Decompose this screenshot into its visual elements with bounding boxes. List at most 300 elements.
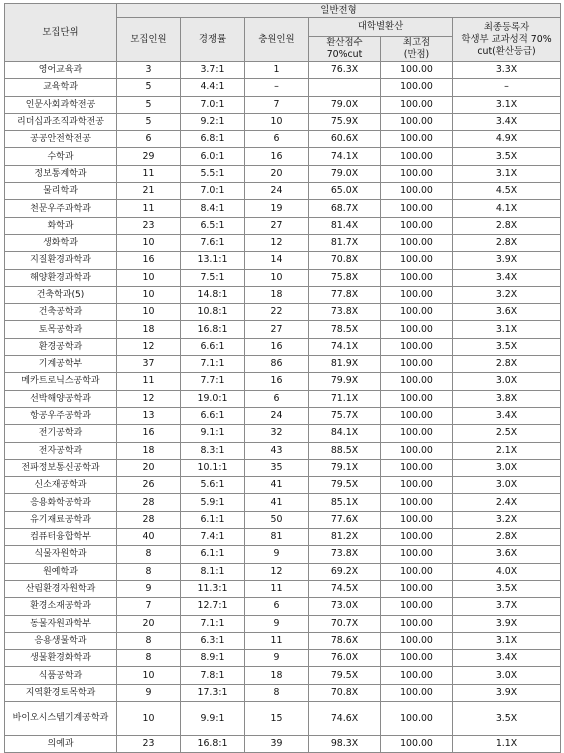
cell-competition: 5.9:1: [181, 494, 245, 511]
cell-recruit: 9: [117, 684, 181, 701]
table-row: [5, 425, 561, 442]
table-row: [5, 546, 561, 563]
cell-competition: 7.0:1: [181, 96, 245, 113]
cell-competition: 16.8:1: [181, 735, 245, 752]
cell-max-score: 100.00: [381, 252, 453, 269]
cell-max-score: 100.00: [381, 390, 453, 407]
cell-conv-score: 79.5X: [309, 477, 381, 494]
cell-competition: 19.0:1: [181, 390, 245, 407]
cell-competition: 4.4:1: [181, 79, 245, 96]
cell-filled: 16: [245, 338, 309, 355]
cell-recruit: 28: [117, 494, 181, 511]
cell-conv-score: 98.3X: [309, 735, 381, 752]
table-row: [5, 148, 561, 165]
cell-unit: 공공안전학전공: [5, 131, 117, 148]
cell-recruit: 10: [117, 234, 181, 251]
cell-max-score: 100.00: [381, 425, 453, 442]
cell-unit: 생물환경화학과: [5, 650, 117, 667]
header-final-line1: 최종등록자: [483, 21, 530, 33]
cell-unit: 메카트로닉스공학과: [5, 373, 117, 390]
cell-recruit: 8: [117, 650, 181, 667]
cell-recruit: 8: [117, 632, 181, 649]
table-row: [5, 632, 561, 649]
cell-grade: 3.4X: [453, 269, 561, 286]
cell-filled: 11: [245, 580, 309, 597]
cell-filled: 18: [245, 667, 309, 684]
cell-grade: 3.5X: [453, 338, 561, 355]
cell-conv-score: 85.1X: [309, 494, 381, 511]
cell-filled: 7: [245, 96, 309, 113]
cell-max-score: 100.00: [381, 200, 453, 217]
cell-grade: 3.5X: [453, 701, 561, 735]
cell-filled: 6: [245, 598, 309, 615]
cell-conv-score: 76.3X: [309, 62, 381, 79]
cell-competition: 6.5:1: [181, 217, 245, 234]
cell-filled: –: [245, 79, 309, 96]
cell-unit: 전파정보통신공학과: [5, 459, 117, 476]
table-row: [5, 304, 561, 321]
cell-grade: 3.1X: [453, 165, 561, 182]
table-row: [5, 200, 561, 217]
cell-recruit: 16: [117, 252, 181, 269]
cell-grade: 4.9X: [453, 131, 561, 148]
cell-competition: 6.8:1: [181, 131, 245, 148]
cell-filled: 11: [245, 632, 309, 649]
cell-unit: 지역환경토목학과: [5, 684, 117, 701]
cell-competition: 12.7:1: [181, 598, 245, 615]
cell-competition: 6.3:1: [181, 632, 245, 649]
cell-unit: 의예과: [5, 735, 117, 752]
table-row: [5, 96, 561, 113]
cell-grade: 3.0X: [453, 459, 561, 476]
cell-max-score: 100.00: [381, 494, 453, 511]
cell-recruit: 9: [117, 580, 181, 597]
cell-conv-score: [309, 79, 381, 96]
cell-max-score: 100.00: [381, 96, 453, 113]
cell-max-score: 100.00: [381, 304, 453, 321]
cell-max-score: 100.00: [381, 165, 453, 182]
header-conv-group: 대학별환산: [309, 18, 453, 37]
cell-filled: 22: [245, 304, 309, 321]
cell-recruit: 20: [117, 615, 181, 632]
cell-conv-score: 88.5X: [309, 442, 381, 459]
table-row: [5, 113, 561, 130]
cell-unit: 환경소재공학과: [5, 598, 117, 615]
cell-grade: 4.5X: [453, 183, 561, 200]
cell-competition: 6.1:1: [181, 546, 245, 563]
cell-recruit: 3: [117, 62, 181, 79]
cell-recruit: 12: [117, 390, 181, 407]
cell-unit: 리더십과조직과학전공: [5, 113, 117, 130]
cell-unit: 토목공학과: [5, 321, 117, 338]
cell-conv-score: 77.8X: [309, 286, 381, 303]
cell-competition: 11.3:1: [181, 580, 245, 597]
table-row: [5, 615, 561, 632]
cell-max-score: 100.00: [381, 650, 453, 667]
cell-unit: 해양환경과학과: [5, 269, 117, 286]
cell-grade: 2.5X: [453, 425, 561, 442]
header-unit: 모집단위: [5, 4, 117, 62]
cell-recruit: 10: [117, 269, 181, 286]
cell-filled: 35: [245, 459, 309, 476]
cell-conv-score: 70.8X: [309, 252, 381, 269]
cell-grade: 4.0X: [453, 563, 561, 580]
cell-max-score: 100.00: [381, 286, 453, 303]
cell-recruit: 29: [117, 148, 181, 165]
cell-conv-score: 81.2X: [309, 529, 381, 546]
table-row: [5, 373, 561, 390]
cell-conv-score: 75.7X: [309, 407, 381, 424]
cell-recruit: 11: [117, 165, 181, 182]
cell-competition: 5.6:1: [181, 477, 245, 494]
cell-max-score: 100.00: [381, 701, 453, 735]
cell-competition: 7.1:1: [181, 615, 245, 632]
cell-filled: 14: [245, 252, 309, 269]
table-row: [5, 598, 561, 615]
cell-competition: 8.1:1: [181, 563, 245, 580]
header-competition: 경쟁률: [181, 18, 245, 62]
cell-recruit: 20: [117, 459, 181, 476]
table-row: [5, 529, 561, 546]
table-row: [5, 165, 561, 182]
cell-filled: 27: [245, 217, 309, 234]
cell-max-score: 100.00: [381, 477, 453, 494]
cell-competition: 9.1:1: [181, 425, 245, 442]
cell-unit: 교육학과: [5, 79, 117, 96]
cell-grade: 2.1X: [453, 442, 561, 459]
table-row: [5, 650, 561, 667]
cell-recruit: 5: [117, 96, 181, 113]
cell-max-score: 100.00: [381, 529, 453, 546]
cell-conv-score: 74.6X: [309, 701, 381, 735]
cell-filled: 10: [245, 269, 309, 286]
cell-competition: 6.6:1: [181, 338, 245, 355]
cell-grade: 3.3X: [453, 62, 561, 79]
header-max-score-line2: (만점): [403, 49, 430, 60]
table-row: [5, 511, 561, 528]
cell-max-score: 100.00: [381, 563, 453, 580]
cell-filled: 9: [245, 615, 309, 632]
cell-competition: 7.4:1: [181, 529, 245, 546]
cell-unit: 유기재료공학과: [5, 511, 117, 528]
cell-conv-score: 78.6X: [309, 632, 381, 649]
cell-grade: 3.1X: [453, 321, 561, 338]
cell-unit: 산림환경자원학과: [5, 580, 117, 597]
cell-max-score: 100.00: [381, 148, 453, 165]
cell-grade: 3.9X: [453, 684, 561, 701]
cell-recruit: 5: [117, 79, 181, 96]
header-final-line3: cut(환산등급): [477, 45, 536, 57]
cell-competition: 8.3:1: [181, 442, 245, 459]
cell-max-score: 100.00: [381, 183, 453, 200]
cell-recruit: 23: [117, 735, 181, 752]
cell-conv-score: 81.4X: [309, 217, 381, 234]
table-row: [5, 62, 561, 79]
cell-unit: 환경공학과: [5, 338, 117, 355]
cell-unit: 기계공학부: [5, 356, 117, 373]
cell-unit: 바이오시스템기계공학과: [5, 701, 117, 735]
cell-unit: 수학과: [5, 148, 117, 165]
table-row: [5, 338, 561, 355]
cell-unit: 건축공학과: [5, 304, 117, 321]
cell-conv-score: 68.7X: [309, 200, 381, 217]
cell-unit: 응용생물학과: [5, 632, 117, 649]
cell-competition: 9.2:1: [181, 113, 245, 130]
cell-recruit: 8: [117, 563, 181, 580]
cell-competition: 6.1:1: [181, 511, 245, 528]
cell-grade: 3.5X: [453, 580, 561, 597]
table-row: [5, 131, 561, 148]
cell-conv-score: 60.6X: [309, 131, 381, 148]
cell-conv-score: 79.5X: [309, 667, 381, 684]
cell-grade: 3.5X: [453, 148, 561, 165]
cell-recruit: 10: [117, 286, 181, 303]
cell-competition: 17.3:1: [181, 684, 245, 701]
cell-unit: 건축학과(5): [5, 286, 117, 303]
cell-unit: 물리학과: [5, 183, 117, 200]
cell-filled: 32: [245, 425, 309, 442]
cell-conv-score: 71.1X: [309, 390, 381, 407]
cell-grade: 3.6X: [453, 304, 561, 321]
cell-filled: 43: [245, 442, 309, 459]
admission-results-table: [4, 3, 561, 753]
cell-max-score: 100.00: [381, 131, 453, 148]
cell-unit: 항공우주공학과: [5, 407, 117, 424]
table-row: [5, 183, 561, 200]
cell-unit: 천문우주과학과: [5, 200, 117, 217]
cell-unit: 원예학과: [5, 563, 117, 580]
cell-conv-score: 76.0X: [309, 650, 381, 667]
cell-filled: 9: [245, 650, 309, 667]
cell-unit: 정보통계학과: [5, 165, 117, 182]
cell-unit: 선박해양공학과: [5, 390, 117, 407]
cell-filled: 6: [245, 390, 309, 407]
cell-recruit: 37: [117, 356, 181, 373]
cell-filled: 16: [245, 373, 309, 390]
cell-grade: 3.1X: [453, 632, 561, 649]
table-row: [5, 217, 561, 234]
cell-max-score: 100.00: [381, 79, 453, 96]
cell-conv-score: 79.0X: [309, 165, 381, 182]
header-final: [453, 18, 561, 62]
cell-conv-score: 81.9X: [309, 356, 381, 373]
cell-conv-score: 73.0X: [309, 598, 381, 615]
cell-max-score: 100.00: [381, 735, 453, 752]
cell-max-score: 100.00: [381, 598, 453, 615]
table-row: [5, 701, 561, 735]
cell-recruit: 40: [117, 529, 181, 546]
cell-competition: 3.7:1: [181, 62, 245, 79]
cell-recruit: 21: [117, 183, 181, 200]
cell-recruit: 11: [117, 200, 181, 217]
cell-unit: 영어교육과: [5, 62, 117, 79]
cell-filled: 24: [245, 183, 309, 200]
cell-competition: 13.1:1: [181, 252, 245, 269]
admission-table-container: [4, 3, 560, 753]
cell-grade: –: [453, 79, 561, 96]
cell-max-score: 100.00: [381, 546, 453, 563]
cell-conv-score: 79.9X: [309, 373, 381, 390]
cell-conv-score: 74.5X: [309, 580, 381, 597]
table-row: [5, 735, 561, 752]
cell-unit: 전자공학과: [5, 442, 117, 459]
cell-max-score: 100.00: [381, 321, 453, 338]
cell-competition: 7.1:1: [181, 356, 245, 373]
cell-filled: 19: [245, 200, 309, 217]
cell-conv-score: 65.0X: [309, 183, 381, 200]
table-row: [5, 563, 561, 580]
header-filled: 충원인원: [245, 18, 309, 62]
cell-recruit: 10: [117, 667, 181, 684]
cell-competition: 16.8:1: [181, 321, 245, 338]
header-conv-score-line1: 환산점수: [326, 37, 363, 48]
table-row: [5, 407, 561, 424]
cell-grade: 2.8X: [453, 529, 561, 546]
cell-max-score: 100.00: [381, 459, 453, 476]
table-row: [5, 580, 561, 597]
cell-filled: 39: [245, 735, 309, 752]
cell-recruit: 13: [117, 407, 181, 424]
cell-unit: 인문사회과학전공: [5, 96, 117, 113]
table-row: [5, 477, 561, 494]
cell-competition: 7.5:1: [181, 269, 245, 286]
table-row: [5, 667, 561, 684]
table-header: [5, 4, 561, 62]
cell-grade: 3.2X: [453, 511, 561, 528]
cell-recruit: 5: [117, 113, 181, 130]
cell-recruit: 7: [117, 598, 181, 615]
cell-max-score: 100.00: [381, 217, 453, 234]
table-row: [5, 459, 561, 476]
cell-filled: 41: [245, 477, 309, 494]
cell-grade: 3.0X: [453, 667, 561, 684]
cell-unit: 지질환경과학과: [5, 252, 117, 269]
cell-recruit: 28: [117, 511, 181, 528]
cell-grade: 2.8X: [453, 234, 561, 251]
cell-max-score: 100.00: [381, 373, 453, 390]
cell-filled: 50: [245, 511, 309, 528]
cell-unit: 식품공학과: [5, 667, 117, 684]
cell-competition: 6.6:1: [181, 407, 245, 424]
cell-grade: 2.8X: [453, 217, 561, 234]
cell-max-score: 100.00: [381, 632, 453, 649]
cell-grade: 2.4X: [453, 494, 561, 511]
cell-max-score: 100.00: [381, 113, 453, 130]
cell-max-score: 100.00: [381, 442, 453, 459]
cell-recruit: 23: [117, 217, 181, 234]
cell-competition: 7.0:1: [181, 183, 245, 200]
table-row: [5, 234, 561, 251]
cell-filled: 20: [245, 165, 309, 182]
cell-max-score: 100.00: [381, 580, 453, 597]
cell-competition: 9.9:1: [181, 701, 245, 735]
cell-grade: 2.8X: [453, 356, 561, 373]
header-max-score: [381, 37, 453, 62]
cell-conv-score: 81.7X: [309, 234, 381, 251]
cell-grade: 3.4X: [453, 650, 561, 667]
table-row: [5, 252, 561, 269]
cell-max-score: 100.00: [381, 269, 453, 286]
cell-filled: 86: [245, 356, 309, 373]
cell-grade: 4.1X: [453, 200, 561, 217]
cell-grade: 1.1X: [453, 735, 561, 752]
cell-filled: 15: [245, 701, 309, 735]
cell-filled: 16: [245, 148, 309, 165]
cell-max-score: 100.00: [381, 62, 453, 79]
cell-max-score: 100.00: [381, 356, 453, 373]
cell-recruit: 6: [117, 131, 181, 148]
cell-conv-score: 70.8X: [309, 684, 381, 701]
cell-conv-score: 84.1X: [309, 425, 381, 442]
header-recruit: 모집인원: [117, 18, 181, 62]
header-conv-score: [309, 37, 381, 62]
cell-filled: 1: [245, 62, 309, 79]
cell-max-score: 100.00: [381, 407, 453, 424]
cell-conv-score: 74.1X: [309, 338, 381, 355]
cell-recruit: 18: [117, 321, 181, 338]
table-row: [5, 79, 561, 96]
cell-conv-score: 73.8X: [309, 546, 381, 563]
cell-grade: 3.4X: [453, 113, 561, 130]
cell-filled: 81: [245, 529, 309, 546]
cell-grade: 3.2X: [453, 286, 561, 303]
cell-grade: 3.4X: [453, 407, 561, 424]
cell-conv-score: 78.5X: [309, 321, 381, 338]
table-row: [5, 356, 561, 373]
cell-grade: 3.9X: [453, 252, 561, 269]
cell-competition: 5.5:1: [181, 165, 245, 182]
cell-recruit: 8: [117, 546, 181, 563]
cell-unit: 화학과: [5, 217, 117, 234]
cell-conv-score: 79.0X: [309, 96, 381, 113]
cell-competition: 14.8:1: [181, 286, 245, 303]
cell-competition: 10.1:1: [181, 459, 245, 476]
cell-competition: 8.9:1: [181, 650, 245, 667]
cell-filled: 18: [245, 286, 309, 303]
cell-grade: 3.6X: [453, 546, 561, 563]
table-row: [5, 442, 561, 459]
cell-grade: 3.7X: [453, 598, 561, 615]
cell-unit: 컴퓨터융합학부: [5, 529, 117, 546]
cell-filled: 9: [245, 546, 309, 563]
cell-conv-score: 75.9X: [309, 113, 381, 130]
cell-filled: 27: [245, 321, 309, 338]
table-row: [5, 321, 561, 338]
cell-filled: 10: [245, 113, 309, 130]
cell-unit: 동물자원과학부: [5, 615, 117, 632]
cell-unit: 신소재공학과: [5, 477, 117, 494]
cell-unit: 전기공학과: [5, 425, 117, 442]
cell-recruit: 12: [117, 338, 181, 355]
cell-max-score: 100.00: [381, 667, 453, 684]
cell-filled: 12: [245, 234, 309, 251]
cell-competition: 7.7:1: [181, 373, 245, 390]
cell-competition: 10.8:1: [181, 304, 245, 321]
cell-recruit: 18: [117, 442, 181, 459]
table-row: [5, 286, 561, 303]
cell-recruit: 10: [117, 304, 181, 321]
cell-filled: 41: [245, 494, 309, 511]
cell-recruit: 26: [117, 477, 181, 494]
cell-filled: 6: [245, 131, 309, 148]
cell-grade: 3.9X: [453, 615, 561, 632]
cell-recruit: 11: [117, 373, 181, 390]
cell-competition: 7.6:1: [181, 234, 245, 251]
table-row: [5, 494, 561, 511]
cell-max-score: 100.00: [381, 234, 453, 251]
cell-conv-score: 69.2X: [309, 563, 381, 580]
cell-grade: 3.8X: [453, 390, 561, 407]
